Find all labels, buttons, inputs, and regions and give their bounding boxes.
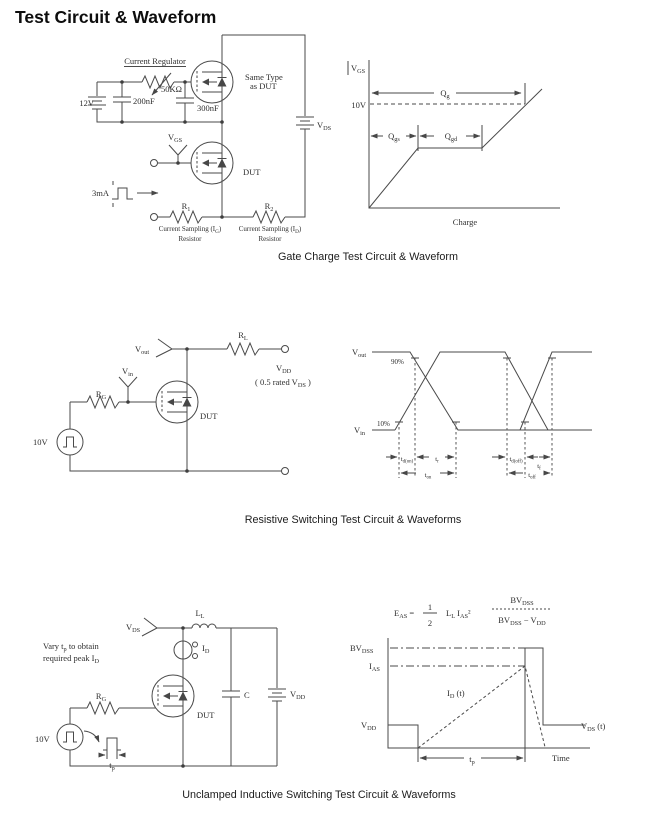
qgs-label: $Q_{gs}$ [388, 131, 400, 143]
vdd-terminal [282, 346, 289, 353]
gate-charge-circuit [79, 35, 331, 243]
gate-terminal [151, 160, 158, 167]
vgs-probe [169, 145, 187, 163]
fraction-numerator: 1 [427, 602, 433, 612]
eas-formula [394, 595, 552, 628]
ias-axis-label: $I_{AS}$ [369, 661, 380, 673]
tp-pulse [84, 731, 125, 759]
caption-resistive-switching: Resistive Switching Test Circuit & Waveforms [244, 514, 462, 526]
c200-label: 200nF [133, 96, 155, 106]
sampling-ig-label2: Resistor [178, 235, 202, 243]
vin-label: $V_{in}$ [354, 425, 366, 437]
c-label: C [244, 690, 250, 700]
vdd-axis-label: $V_{DD}$ [361, 720, 377, 732]
axis-charge-label: Charge [452, 217, 478, 227]
bvdss-vdd-denominator: $BV_{DSS} - V_{DD}$ [498, 615, 546, 627]
tdoff-label: $t_{d(off)}$ [509, 456, 523, 465]
vary-tp-note2: required peak $I_D$ [43, 653, 99, 665]
vdd-label: $V_{DD}$ [290, 689, 306, 701]
r1-label: $R_1$ [181, 201, 191, 213]
mosfet-dut-symbol [156, 381, 198, 423]
vds-label: $V_{DS}$ [317, 120, 332, 132]
caption-gate-charge: Gate Charge Test Circuit & Waveform [277, 251, 459, 263]
fraction-denominator: 2 [427, 618, 433, 628]
v10-label: 10V [33, 437, 48, 447]
wires [88, 35, 314, 223]
vary-tp-note: Vary $t_p$ to obtain [43, 641, 99, 653]
page-title: Test Circuit & Waveform [15, 7, 217, 27]
i3ma-label: 3mA [92, 188, 109, 198]
dut-label: DUT [243, 167, 261, 177]
v10-tick-label: 10V [351, 100, 366, 110]
qg-label: $Q_g$ [440, 88, 450, 100]
id-curve [418, 666, 545, 748]
id-label: $I_D$ [202, 643, 210, 655]
vgs-label: $V_{GS}$ [168, 132, 183, 144]
tr-label: $t_r$ [435, 456, 439, 465]
vin-label: $V_{in}$ [122, 366, 134, 378]
coefficient-label: $L_L$ $I_{AS}^2$ [446, 608, 471, 620]
sampling-ig-label: Current Sampling $(I_G)$ [158, 225, 222, 235]
vgs-curve [369, 89, 542, 208]
tdon-label: $t_{d(on)}$ [400, 456, 414, 465]
vdd-note-label: ( 0.5 rated $V_{DS}$ ) [255, 377, 311, 389]
dut-label: DUT [197, 710, 215, 720]
r50k-label: 50KΩ [161, 84, 182, 94]
time-axis-label: Time [552, 753, 570, 763]
rg-label: $R_G$ [95, 691, 107, 703]
c300-label: 300nF [197, 103, 219, 113]
current-probe [174, 641, 198, 659]
r2-label: $R_2$ [264, 201, 274, 213]
p90-label: 90% [391, 358, 404, 366]
qgd-label: $Q_{gd}$ [444, 131, 458, 143]
sampling-id-label2: Resistor [258, 235, 282, 243]
mosfet-dut-symbol [191, 142, 233, 184]
vds-t-label: $V_{DS}$ (t) [581, 721, 606, 733]
current-regulator-label: Current Regulator [124, 56, 186, 66]
gate-charge-waveform [348, 60, 560, 227]
v10-label: 10V [35, 734, 50, 744]
gate-current-pulse [112, 181, 158, 207]
vdd-label: $V_{DD}$ [276, 363, 292, 375]
vout-label: $V_{out}$ [352, 347, 367, 359]
rg-label: $R_G$ [95, 389, 107, 401]
vout-probe [156, 339, 172, 357]
p10-label: 10% [377, 420, 390, 428]
caption-uis: Unclamped Inductive Switching Test Circuit & Waveforms [182, 789, 456, 801]
vds-curve [388, 648, 585, 748]
id-t-label: $I_D$ (t) [447, 688, 465, 700]
vout-label: $V_{out}$ [135, 344, 150, 356]
tf-label: $t_f$ [537, 463, 541, 472]
bvdss-axis-label: $BV_{DSS}$ [350, 643, 374, 655]
vin-probe [119, 377, 137, 402]
resistive-switching-circuit [33, 330, 311, 475]
vds-probe [142, 618, 157, 636]
resistive-switching-waveform [352, 347, 592, 481]
ll-label: $L_L$ [195, 608, 205, 620]
pulse-source [57, 429, 83, 455]
same-type-label: Same Type [245, 72, 283, 82]
dut-label: DUT [200, 411, 218, 421]
bvdss-numerator: $BV_{DSS}$ [510, 595, 534, 607]
pulse-source [57, 724, 83, 750]
uis-waveform [350, 595, 605, 766]
toff-label: $t_{off}$ [528, 472, 536, 481]
v12-label: 12V [79, 98, 94, 108]
same-type-label2: as DUT [250, 81, 277, 91]
tp-label: $t_p$ [469, 754, 475, 766]
uis-circuit [35, 608, 306, 772]
sampling-id-label: Current Sampling $(I_D)$ [238, 225, 302, 235]
return-terminal [282, 468, 289, 475]
tp-label: $t_p$ [109, 760, 115, 772]
axis-vgs-label: $V_{GS}$ [351, 63, 366, 75]
rl-label: $R_L$ [238, 330, 248, 342]
eas-label: $E_{AS}$ = [394, 608, 415, 620]
ton-label: $t_{on}$ [424, 472, 432, 481]
mosfet-dut-symbol [152, 675, 194, 717]
mosfet-same-type-symbol [191, 61, 233, 103]
r1-terminal [151, 214, 158, 221]
timing-dashed-lines [399, 358, 552, 478]
vds-label: $V_{DS}$ [126, 622, 141, 634]
waveform-lines [372, 352, 592, 430]
